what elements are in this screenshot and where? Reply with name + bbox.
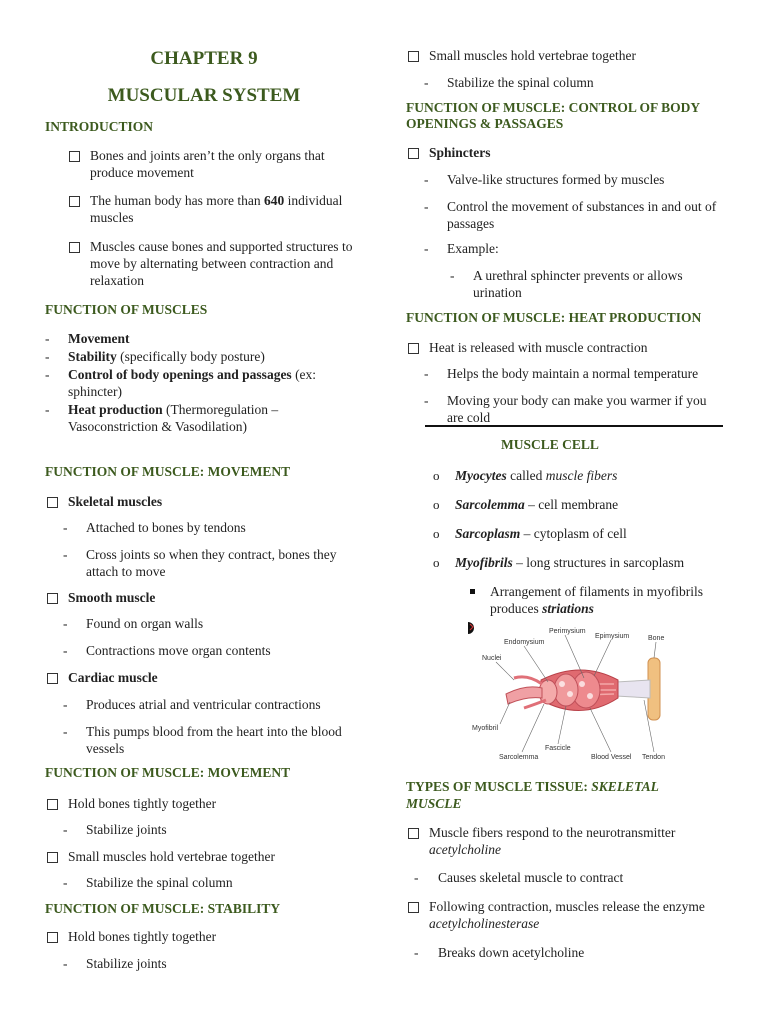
diagram-label: Myofibril — [472, 725, 499, 732]
list-item: - Cross joints so when they contract, bones they attach to move — [63, 547, 337, 579]
diagram-label: Nuclei — [482, 655, 502, 662]
list-item: Small muscles hold vertebrae together — [47, 848, 275, 865]
list-item: - Example: — [424, 241, 499, 256]
diagram-label: Epimysium — [595, 633, 630, 640]
list-item: - Helps the body maintain a normal temperature — [424, 366, 699, 381]
diagram-label: Blood Vessel — [591, 754, 632, 761]
checkbox-icon — [408, 343, 419, 354]
list-item: - Stabilize the spinal column — [424, 75, 594, 90]
types-heading: TYPES OF MUSCLE TISSUE: SKELETAL MUSCLE — [406, 779, 659, 811]
diagram-label: Bone — [648, 635, 665, 642]
page-mark-icon — [468, 622, 474, 634]
checkbox-icon — [408, 828, 419, 839]
list-item: Smooth muscle — [47, 589, 155, 606]
list-item: - Stability (specifically body posture) — [45, 349, 265, 364]
chapter-label: CHAPTER 9 — [150, 48, 258, 69]
list-item: Bones and joints aren’t the only organs that produce movement — [69, 147, 369, 181]
checkbox-icon — [408, 148, 419, 159]
checkbox-icon — [408, 902, 419, 913]
checkbox-icon — [47, 673, 58, 684]
list-item: o Myofibrils – long structures in sarcoplasm — [433, 555, 685, 570]
checkbox-icon — [408, 51, 419, 62]
heat-heading: FUNCTION OF MUSCLE: HEAT PRODUCTION — [406, 310, 702, 325]
checkbox-icon — [47, 932, 58, 943]
diagram-label: Sarcolemma — [499, 754, 539, 761]
checkbox-icon — [47, 497, 58, 508]
list-item: Following contraction, muscles release the enzyme acetylcholinesterase — [408, 898, 723, 932]
muscle-structure-diagram — [466, 620, 676, 765]
diagram-label: Perimysium — [549, 628, 586, 635]
checkbox-icon — [69, 242, 80, 253]
control-heading: FUNCTION OF MUSCLE: CONTROL OF BODY OPENINGS & PASSAGES — [406, 100, 700, 131]
functions-heading: FUNCTION OF MUSCLES — [45, 302, 208, 317]
list-item: o Myocytes called muscle fibers — [433, 468, 618, 483]
list-item: - Found on organ walls — [63, 616, 204, 631]
list-item: - Valve-like structures formed by muscles — [424, 172, 665, 187]
checkbox-icon — [47, 799, 58, 810]
list-item: - Stabilize the spinal column — [63, 875, 233, 890]
list-item: The human body has more than 640 individual muscles — [69, 192, 369, 226]
list-item: Heat is released with muscle contraction — [408, 339, 648, 356]
square-bullet-icon — [470, 589, 475, 594]
checkbox-icon — [47, 852, 58, 863]
list-item: o Sarcoplasm – cytoplasm of cell — [433, 526, 627, 541]
checkbox-icon — [47, 593, 58, 604]
list-item: - Causes skeletal muscle to contract — [414, 870, 624, 885]
diagram-label: Fascicle — [545, 745, 571, 752]
divider — [425, 425, 723, 427]
list-item: - Control the movement of substances in and out of passages — [424, 199, 717, 231]
list-item: - Attached to bones by tendons — [63, 520, 246, 535]
checkbox-icon — [69, 151, 80, 162]
page-title: MUSCULAR SYSTEM — [107, 85, 301, 106]
list-item: - Breaks down acetylcholine — [414, 945, 585, 960]
list-item: Sphincters — [408, 144, 491, 161]
list-item: Hold bones tightly together — [47, 928, 216, 945]
list-item: Small muscles hold vertebrae together — [408, 47, 636, 64]
list-item: Skeletal muscles — [47, 493, 162, 510]
list-item: - Stabilize joints — [63, 956, 167, 971]
stability-heading: FUNCTION OF MUSCLE: STABILITY — [45, 901, 281, 916]
list-item: - This pumps blood from the heart into the blood vessels — [63, 724, 342, 756]
checkbox-icon — [69, 196, 80, 207]
list-item: Muscles cause bones and supported structures to move by alternating between contraction and relaxation — [69, 238, 369, 289]
list-item: - Stabilize joints — [63, 822, 167, 837]
list-item: Arrangement of filaments in myofibrils produces striations — [470, 583, 720, 617]
cell-heading: MUSCLE CELL — [501, 437, 599, 452]
list-item: Hold bones tightly together — [47, 795, 216, 812]
list-item: - Control of body openings and passages (ex: sphincter) — [45, 367, 317, 399]
list-item: - A urethral sphincter prevents or allows urination — [450, 268, 683, 300]
list-item: - Produces atrial and ventricular contractions — [63, 697, 321, 712]
list-item: Cardiac muscle — [47, 669, 158, 686]
movement2-heading: FUNCTION OF MUSCLE: MOVEMENT — [45, 765, 291, 780]
list-item: - Moving your body can make you warmer if you are cold — [424, 393, 707, 425]
intro-heading: INTRODUCTION — [45, 119, 154, 134]
list-item: o Sarcolemma – cell membrane — [433, 497, 619, 512]
list-item: - Movement — [45, 331, 130, 346]
list-item: - Heat production (Thermoregulation – Vasoconstriction & Vasodilation) — [45, 402, 279, 434]
list-item: - Contractions move organ contents — [63, 643, 271, 658]
list-item: Muscle fibers respond to the neurotransmitter acetylcholine — [408, 824, 718, 858]
diagram-label: Endomysium — [504, 639, 545, 646]
diagram-label: Tendon — [642, 754, 665, 761]
movement-heading: FUNCTION OF MUSCLE: MOVEMENT — [45, 464, 291, 479]
